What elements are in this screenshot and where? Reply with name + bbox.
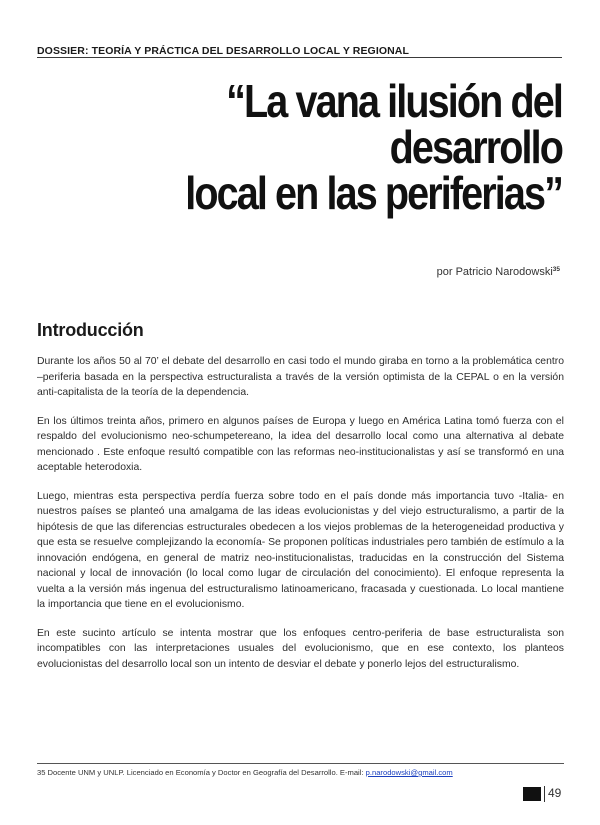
article-title — [115, 75, 562, 219]
paragraph: Durante los años 50 al 70’ el debate del desarrollo en casi todo el mundo giraba en torno a la problemática centro –periferia basada en la perspectiva estructuralista a través de la versión optimista de la CEPAL o en la versión anti-capitalista de la teoría de la dependencia. — [37, 356, 564, 398]
header-divider — [37, 57, 562, 58]
article-body — [37, 354, 564, 685]
page-number-divider — [544, 786, 545, 802]
email-link[interactable]: p.narodowski@gmail.com — [365, 768, 453, 777]
footnote-divider — [37, 763, 564, 764]
footnote — [37, 768, 453, 777]
title-line-1: “La vana ilusión del desarrollo — [226, 75, 562, 173]
page-number: 49 — [548, 786, 562, 800]
title-line-2: local en las periferias” — [185, 167, 562, 219]
paragraph: En los últimos treinta años, primero en algunos países de Europa y luego en América Latina tomó fuerza con el respaldo del evolucionismo neo-schumpetereano, la idea del desarrollo local como una alternativa al debate mencionado . Este enfoque resultó compatible con las reformas neo-institucionalistas y así se transformó en una aceptable heterodoxia. — [37, 415, 564, 473]
paragraph: En este sucinto artículo se intenta mostrar que los enfoques centro-periferia de base estructuralista son incompatibles con las interpretaciones usuales del evolucionismo, que en ese contexto, los planteos evolucionistas del desarrollo local son un intento de desviar el debate y ponerlo lejos del estructuralismo. — [37, 627, 564, 670]
section-header-label: DOSSIER: TEORÍA Y PRÁCTICA DEL DESARROLLO LOCAL Y REGIONAL — [37, 45, 409, 57]
author-byline — [437, 266, 560, 278]
footnote-ref[interactable]: 35 — [552, 266, 560, 273]
author-name: por Patricio Narodowski — [436, 266, 553, 278]
paragraph: Luego, mientras esta perspectiva perdía fuerza sobre todo en el país donde más importancia tuvo -Italia- en nuestros países se planteó una amalgama de las ideas evolucionistas y del viejo estructuralismo, a partir de la hipótesis de que las diferencias estructurales obedecen a los viejos problemas de la heterogeneidad productiva y que esta se resuelve complejizando la economía- Se proponen políticas industriales pero también de estímulo a la innovación endógena, en general de matriz neo-institucionalistas, traducidas en la construcción del Sistema nacional y local de innovación (lo local como lugar de circulación del conocimiento). El enfoque representa la vuelta a la versión más ingenua del estructuralismo latinoamericano, fracasada y cuestionada. Lo local mantiene la importancia que tiene en el evolucionismo. — [37, 490, 564, 610]
section-title: Introducción — [37, 320, 144, 340]
publication-logo — [523, 787, 541, 801]
footnote-text: 35 Docente UNM y UNLP. Licenciado en Economía y Doctor en Geografía del Desarrollo. E-mail: — [37, 768, 366, 777]
